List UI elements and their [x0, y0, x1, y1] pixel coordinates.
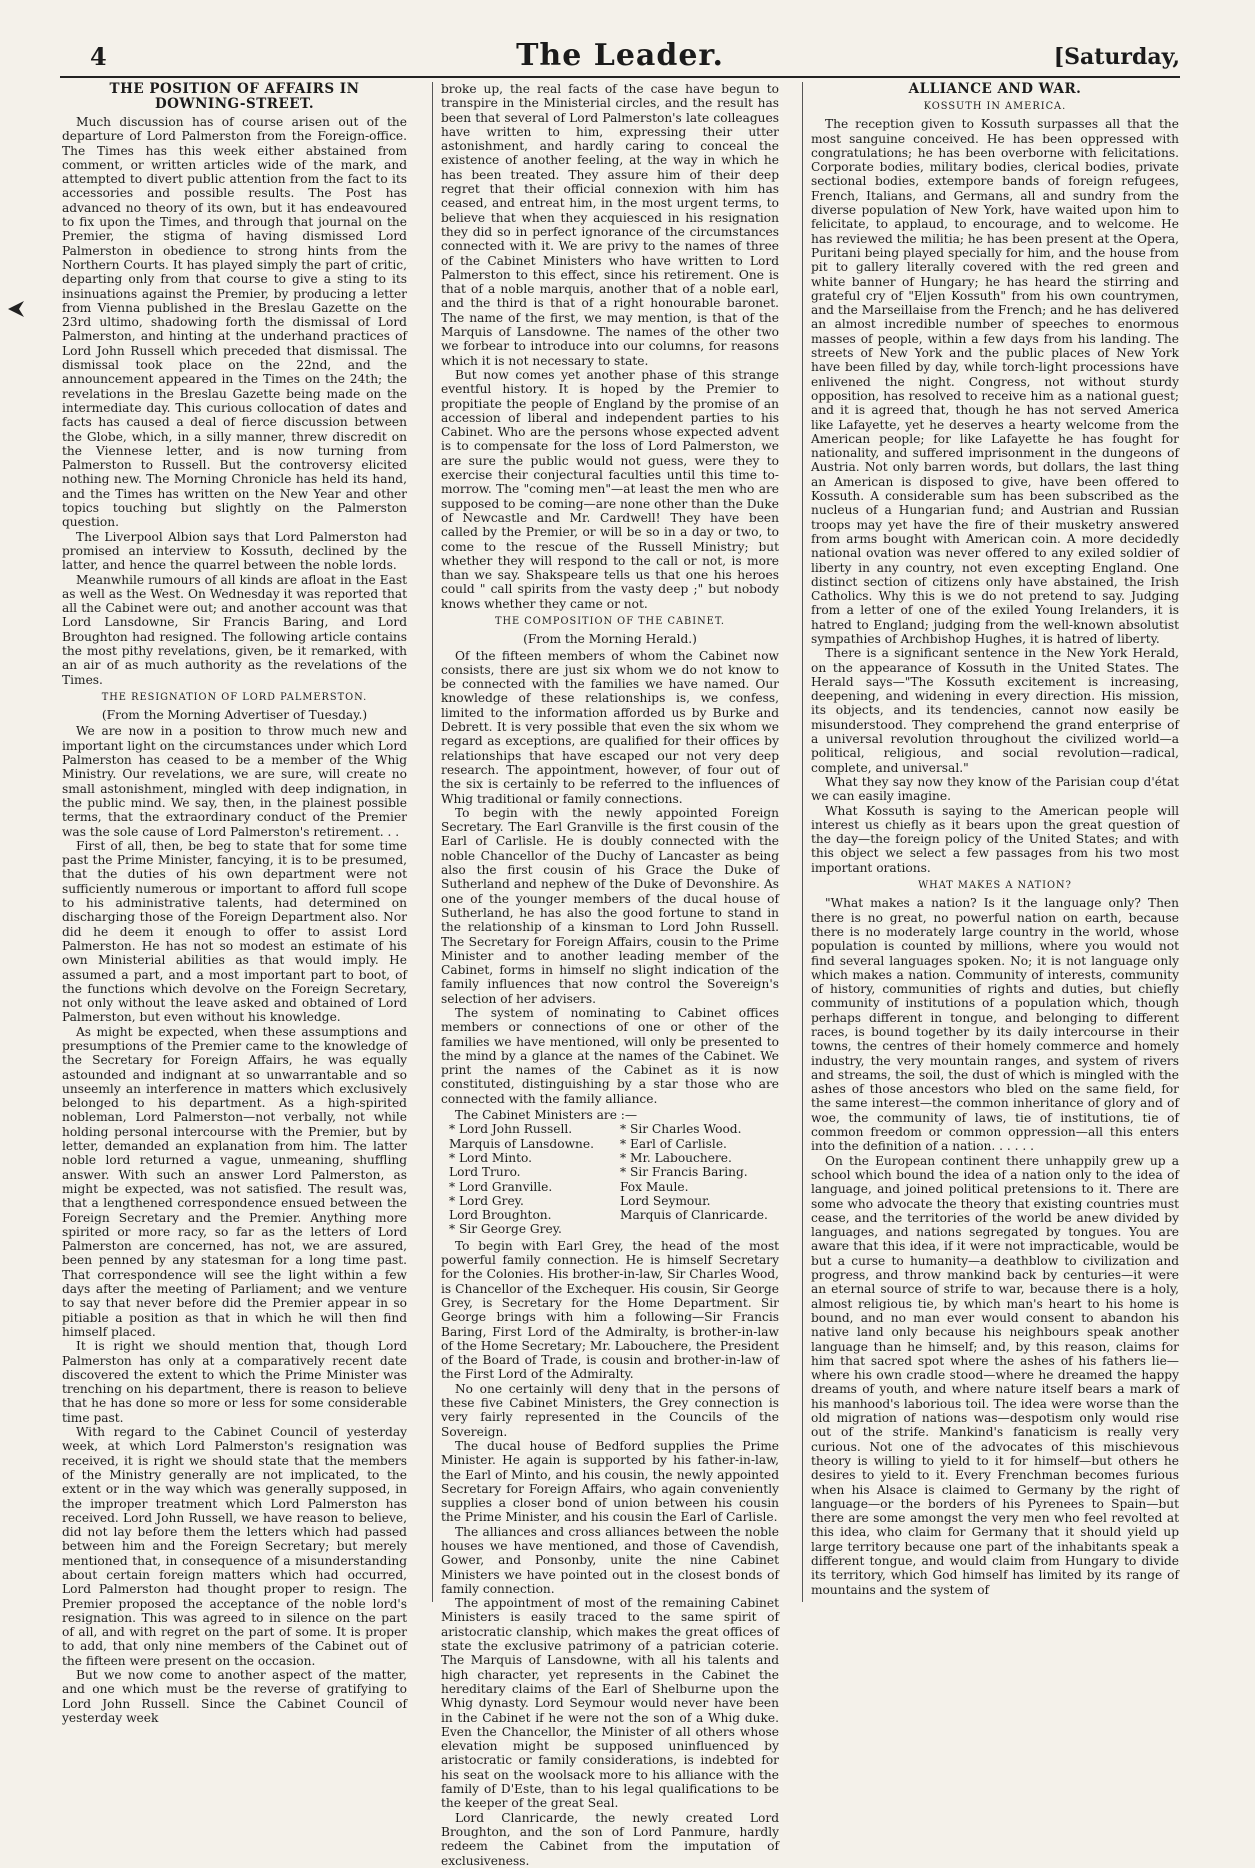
cabinet-member: Marquis of Lansdowne.	[449, 1136, 594, 1151]
paragraph: The appointment of most of the remaining Cabinet Ministers is easily traced to the same spirit of aristocratic clanship, which makes the great offices of state the exclusive patrimony of a patrician coterie. The Marquis of Lansdowne, with all his talents and high character, yet represents in the Cabinet the hereditary claims of the Earl of Shelburne upon the Whig dynasty. Lord Seymour would never have been in the Cabinet if he were not the son of a Whig duke. Even the Chancellor, the Minister of all others whose elevation might be supposed uninfluenced by aristocratic or family considerations, is indebted for his seat on the woolsack more to his alliance with the family of D'Este, than to his legal qualifications to be the keeper of the great Seal.	[441, 1596, 779, 1811]
cabinet-member: * Sir Charles Wood.	[620, 1122, 742, 1137]
cabinet-member: * Lord Granville.	[449, 1179, 553, 1194]
source-line: (From the Morning Advertiser of Tuesday.)	[101, 708, 368, 723]
paragraph: No one certainly will deny that in the persons of these five Cabinet Ministers, the Grey connection is very fairly represented in the Councils of the Sovereign.	[441, 1381, 779, 1439]
cabinet-member: Fox Maule.	[620, 1179, 689, 1194]
cabinet-member: Lord Seymour.	[620, 1193, 711, 1208]
paragraph: Meanwhile rumours of all kinds are afloat in the East as well as the West. On Wednesday it was reported that all the Cabinet were out; and another account was that Lord Lansdowne, Sir Francis Baring, and Lord Broughton had resigned. The following article contains the most pithy revelations, given, be it remarked, with an air of as much authority as the revelations of the Times.	[62, 572, 407, 687]
paragraph: As might be expected, when these assumptions and presumptions of the Premier came to the knowledge of the Secretary for Foreign Affairs, he was equally astounded and indignant at so unwarrantable and so unseemly an interference in matters which exclusively belonged to his department. As a high-spirited nobleman, Lord Palmerston—not verbally, not while holding personal intercourse with the Premier, but by letter, demanded an explanation from him. The latter noble lord returned a vague, unmeaning, shuffling answer. With such an answer Lord Palmerston, as might be expected, was not satisfied. The result was, that a lengthened correspondence ensued between the Foreign Secretary and the Premier. Anything more spirited or more racy, so far as the letters of Lord Palmerston are concerned, has not, we are assured, been penned by any statesman for a long time past. That correspondence will see the light within a few days after the meeting of Parliament; and we venture to say that never before did the Premier appear in so pitiable a position as that in which he will then find himself placed.	[62, 1024, 407, 1339]
cabinet-member	[620, 1222, 779, 1236]
column-1	[62, 81, 407, 1725]
paragraph: To begin with Earl Grey, the head of the most powerful family connection. He is himself Secretary for the Colonies. His brother-in-law, Sir Charles Wood, is Chancellor of the Exchequer. His cousin, Sir George Grey, is Secretary for the Home Department. Sir George brings with him a following—Sir Francis Baring, First Lord of the Admiralty, is brother-in-law of the Home Secretary; Mr. Labouchere, the President of the Board of Trade, is cousin and brother-in-law of the First Lord of the Admiralty.	[441, 1238, 779, 1382]
cabinet-list	[449, 1122, 779, 1236]
paragraph: The system of nominating to Cabinet offices members or connections of one or other of the families we have mentioned, will only be presented to the mind by a glance at the names of the Cabinet. We print the names of the Cabinet as it is now constituted, distinguishing by a star those who are connected with the family alliance.	[441, 1006, 779, 1106]
paragraph: broke up, the real facts of the case have begun to transpire in the Ministerial circles, and the result has been that several of Lord Palmerston's late colleagues have written to him, expressing their utter astonishment, and hardly caring to conceal the existence of another feeling, at the way in which he has been treated. They assure him of their deep regret that their official connexion with him has ceased, and entreat him, in the most urgent terms, to believe that when they acquiesced in his resignation they did so in perfect ignorance of the circumstances connected with it. We are privy to the names of three of the Cabinet Ministers who have written to Lord Palmerston to this effect, since his retirement. One is that of a noble marquis, another that of a noble earl, and the third is that of a right honourable baronet. The name of the first, we may mention, is that of the Marquis of Lansdowne. The names of the other two we forbear to introduce into our columns, for reasons which it is not necessary to state.	[441, 82, 779, 368]
paragraph: But we now come to another aspect of the matter, and one which must be the reverse of gratifying to Lord John Russell. Since the Cabinet Council of yesterday week	[62, 1668, 407, 1725]
paragraph: With regard to the Cabinet Council of yesterday week, at which Lord Palmerston's resignation was received, it is right we should state that the members of the Ministry generally are not implicated, to the extent or in the way which was generally supposed, in the improper treatment which Lord Palmerston has received. Lord John Russell, we have reason to believe, did not lay before them the letters which had passed between him and the Foreign Secretary; but merely mentioned that, in consequence of a misunderstanding about certain foreign matters which had occurred, Lord Palmerston had thought proper to resign. The Premier proposed the acceptance of the noble lord's resignation. This was agreed to in silence on the part of all, and with regret on the part of some. It is proper to add, that only nine members of the Cabinet out of the fifteen were present on the occasion.	[62, 1425, 407, 1668]
source-line: (From the Morning Herald.)	[523, 632, 697, 647]
scan-mark-arrow	[6, 298, 28, 320]
paragraph: To begin with the newly appointed Foreign Secretary. The Earl Granville is the first cousin of the Earl of Carlisle. He is doubly connected with the noble Chancellor of the Duchy of Lancaster as being also the first cousin of his Grace the Duke of Sutherland and nephew of the Duke of Devonshire. As one of the younger members of the ducal house of Sutherland, he has also the good fortune to stand in the relationship of a kinsman to Lord John Russell. The Secretary for Foreign Affairs, cousin to the Prime Minister and to another leading member of the Cabinet, forms in himself no slight indication of the family influences that now control the Sovereign's selection of her advisers.	[441, 805, 779, 1006]
newspaper-title: The Leader.	[516, 38, 724, 73]
paragraph: The Liverpool Albion says that Lord Palmerston had promised an interview to Kossuth, declined by the latter, and hence the quarrel between the noble lords.	[62, 529, 407, 573]
paragraph: It is right we should mention that, though Lord Palmerston has only at a comparatively recent date discovered the extent to which the Prime Minister was trenching on his department, there is reason to believe that he has done so more or less for some considerable time past.	[62, 1339, 407, 1425]
headline-alliance-and-war: ALLIANCE AND WAR.	[908, 81, 1082, 97]
page-number: 4	[90, 42, 107, 71]
subheading-composition: THE COMPOSITION OF THE CABINET.	[494, 615, 726, 627]
paragraph: The ducal house of Bedford supplies the Prime Minister. He again is supported by his father-in-law, the Earl of Minto, and his cousin, the newly appointed Secretary for Foreign Affairs, who again conveniently supplies a closer bond of union between his cousin the Prime Minister, and his cousin the Earl of Carlisle.	[441, 1438, 779, 1525]
cabinet-member: * Sir George Grey.	[449, 1222, 562, 1237]
paragraph: Much discussion has of course arisen out of the departure of Lord Palmerston from the Foreign-office. The Times has this week either abstained from comment, or written articles wide of the mark, and attempted to divert public attention from the fact to its accessories and possible results. The Post has advanced no theory of its own, but it has endeavoured to fix upon the Times, and through that journal on the Premier, the stigma of having dismissed Lord Palmerston in obedience to strong hints from the Northern Courts. It has played simply the part of critic, departing only from that course to give a sting to its insinuations against the Premier, by producing a letter from Vienna published in the Breslau Gazette on the 23rd ultimo, shadowing forth the dismissal of Lord Palmerston, and hinting at the underhand practices of Lord John Russell which preceded that dismissal. The dismissal took place on the 22nd, and the announcement appeared in the Times on the 24th; the revelations in the Breslau Gazette being made on the intermediate day. This curious collocation of dates and facts has caused a deal of fierce discussion between the Globe, which, in a silly manner, threw discredit on the Viennese letter, and is now turning from Palmerston to Russell. But the controversy elicited nothing new. The Morning Chronicle has held its hand, and the Times has written on the New Year and other topics touching but slightly on the Palmerston question.	[62, 115, 407, 530]
subheading-kossuth: KOSSUTH IN AMERICA.	[923, 101, 1067, 112]
subheading-what-makes-a-nation: WHAT MAKES A NATION?	[918, 880, 1072, 892]
cabinet-member: Lord Truro.	[449, 1165, 521, 1180]
headline-downing-street: THE POSITION OF AFFAIRS IN DOWNING-STREET.	[109, 81, 360, 112]
paragraph: On the European continent there unhappily grew up a school which bound the idea of a nation only to the idea of language, and joined political pretensions to it. There are some who advocate the theory that existing countries must cease, and the territories of the world be anew divided by languages, and nations segregated by tongues. You are aware that this idea, if it were not impracticable, would be but a curse to humanity—a deathblow to civilization and progress, and throw mankind back by centuries—it were an eternal source of strife to war, because there is a holy, almost religious tie, by which man's heart to his home is bound, and no man ever would consent to abandon his native land only because his neighbours speak another language than he himself; and, by this reason, claims for him that sacred spot where the ashes of his fathers lie—where his own cradle stood—where he dreamed the happy dreams of youth, and where nature itself bears a mark of his manhood's laborious toil. The idea were worse than the old migration of nations was—despotism only would rise out of the strife. Mankind's fanaticism is really very curious. Not one of the advocates of this mischievous theory is willing to yield to it for himself—but others he desires to yield to it. Every Frenchman becomes furious when his Alsace is claimed to Germany by the right of language—or the borders of his Pyrenees to Spain—but there are some amongst the very men who feel revolted at this idea, who claim for Germany that it should yield up large territory because one part of the inhabitants speak a different tongue, and would claim from Hungary to divide its territory, which God himself has limited by its range of mountains and the system of	[811, 1153, 1179, 1597]
cabinet-member: * Earl of Carlisle.	[620, 1136, 727, 1151]
masthead	[60, 40, 1180, 78]
paragraph: First of all, then, be beg to state that for some time past the Prime Minister, fancying, it is to be presumed, that the duties of his own department were not sufficiently numerous or important to afford full scope to his administrative talents, had determined on discharging those of the Foreign Department also. Nor did he deem it enough to offer to assist Lord Palmerston. He has not so modest an estimate of his own Ministerial abilities as that would imply. He assumed a part, and a most important part to boot, of the functions which devolve on the Foreign Secretary, not only without the leave asked and obtained of Lord Palmerston, but even without his knowledge.	[62, 838, 407, 1025]
cabinet-member: * Lord Minto.	[449, 1150, 533, 1165]
paragraph: Lord Clanricarde, the newly created Lord Broughton, and the son of Lord Panmure, hardly redeem the Cabinet from the imputation of exclusiveness.	[441, 1810, 779, 1868]
cabinet-member: * Mr. Labouchere.	[620, 1150, 732, 1165]
issue-day: [Saturday,	[1053, 44, 1180, 70]
subheading-resignation: THE RESIGNATION OF LORD PALMERSTON.	[101, 691, 368, 703]
paragraph: We are now in a position to throw much new and important light on the circumstances under which Lord Palmerston has ceased to be a member of the Whig Ministry. Our revelations, we are sure, will create no small astonishment, mingled with deep indignation, in the public mind. We say, then, in the plainest possible terms, that the extraordinary conduct of the Premier was the sole cause of Lord Palmerston's retirement. . .	[62, 724, 407, 839]
paragraph: What they say now they know of the Parisian coup d'état we can easily imagine.	[811, 774, 1179, 804]
column-2	[432, 82, 779, 1868]
cabinet-member: * Lord Grey.	[449, 1193, 524, 1208]
cabinet-member: Lord Broughton.	[449, 1208, 552, 1223]
paragraph: The reception given to Kossuth surpasses all that the most sanguine conceived. He has been oppressed with congratulations; he has been overborne with felicitations. Corporate bodies, military bodies, clerical bodies, private sectional bodies, extempore bands of foreign refugees, French, Italians, and Germans, all and sundry from the diverse population of New York, have waited upon him to felicitate, to applaud, to encourage, and to welcome. He has reviewed the militia; he has been present at the Opera, Puritani being played specially for him, and the house from pit to gallery literally covered with the red green and white banner of Hungary; he has heard the stirring and grateful cry of "Eljen Kossuth" from his own countrymen, and the Marseillaise from the French; and he has delivered an almost incredible number of speeches to enormous masses of people, within a few days from his landing. The streets of New York and the public places of New York have been filled by day, while torch-light processions have enlivened the night. Congress, not without sturdy opposition, has resolved to receive him as a national guest; and it is agreed that, though he has not served America like Lafayette, yet he deserves a hearty welcome from the American people; for like Lafayette he has fought for nationality, and suffered imprisonment in the dungeons of Austria. Not only barren words, but dollars, the last thing an American is disposed to give, have been offered to Kossuth. A considerable sum has been subscribed as the nucleus of a Hungarian fund; and Austrian and Russian troops may yet have the fire of their musketry answered from arms bought with American coin. A more decidedly national ovation was never offered to any exiled soldier of liberty in any country, not even excepting England. One distinct section of citizens only have abstained, the Irish Catholics. Why this is we do not pretend to say. Judging from a letter of one of the exiled Young Irelanders, it is hatred to England; judging from the well-known absolutist sympathies of Archbishop Hughes, it is hatred of liberty.	[811, 117, 1179, 646]
column-3	[802, 82, 1179, 1602]
cabinet-intro: The Cabinet Ministers are :—	[455, 1108, 638, 1123]
paragraph: "What makes a nation? Is it the language only? Then there is no great, no powerful nation on earth, because there is no moderately large country in the world, whose population is counted by millions, where you would not find several languages spoken. No; it is not language only which makes a nation. Community of interests, community of history, communities of rights and duties, but chiefly community of institutions of a population which, though perhaps different in tongue, and belonging to different races, is bound together by its daily intercourse in their towns, the centres of their homely commerce and homely industry, the very mountain ranges, and system of rivers and streams, the soil, the dust of which is mingled with the ashes of those ancestors who bled on the same field, for the same interest—the common inheritance of glory and of woe, the community of laws, tie of institutions, tie of common freedom or common oppression—all this enters into the definition of a nation. . . . . .	[811, 896, 1179, 1154]
cabinet-member: * Sir Francis Baring.	[620, 1165, 748, 1180]
cabinet-member: Marquis of Clanricarde.	[620, 1208, 768, 1223]
paragraph: Of the fifteen members of whom the Cabinet now consists, there are just six whom we do not know to be connected with the families we have named. Our knowledge of these relationships is, we confess, limited to the information afforded us by Burke and Debrett. It is very possible that even the six whom we regard as exceptions, are qualified for their offices by relationships that have escaped our not very deep research. The appointment, however, of four out of the six is certainly to be referred to the influences of Whig traditional or family connections.	[441, 648, 779, 806]
paragraph: The alliances and cross alliances between the noble houses we have mentioned, and those of Cavendish, Gower, and Ponsonby, unite the nine Cabinet Ministers we have pointed out in the closest bonds of family connection.	[441, 1524, 779, 1596]
paragraph: What Kossuth is saying to the American people will interest us chiefly as it bears upon the great question of the day—the foreign policy of the United States; and with this object we select a few passages from his two most important orations.	[811, 803, 1179, 875]
paragraph: But now comes yet another phase of this strange eventful history. It is hoped by the Premier to propitiate the people of England by the promise of an accession of liberal and independent parties to his Cabinet. Who are the persons whose expected advent is to compensate for the loss of Lord Palmerston, we are sure the public would not guess, were they to exercise their conjectural faculties until this time to-morrow. The "coming men"—at least the men who are supposed to be coming—are none other than the Duke of Newcastle and Mr. Cardwell! They have been called by the Premier, or will be so in a day or two, to come to the rescue of the Russell Ministry; but whether they will respond to the call or not, is more than we say. Shakspeare tells us that one his heroes could " call spirits from the vasty deep ;" but nobody knows whether they came or not.	[441, 367, 779, 611]
paragraph: There is a significant sentence in the New York Herald, on the appearance of Kossuth in the United States. The Herald says—"The Kossuth excitement is increasing, deepening, and widening in every direction. His mission, its objects, and its tendencies, cannot now easily be misunderstood. They comprehend the grand enterprise of a universal revolution throughout the civilized world—a political, religious, and social revolution—radical, complete, and universal."	[811, 646, 1179, 775]
cabinet-member: * Lord John Russell.	[449, 1122, 573, 1137]
